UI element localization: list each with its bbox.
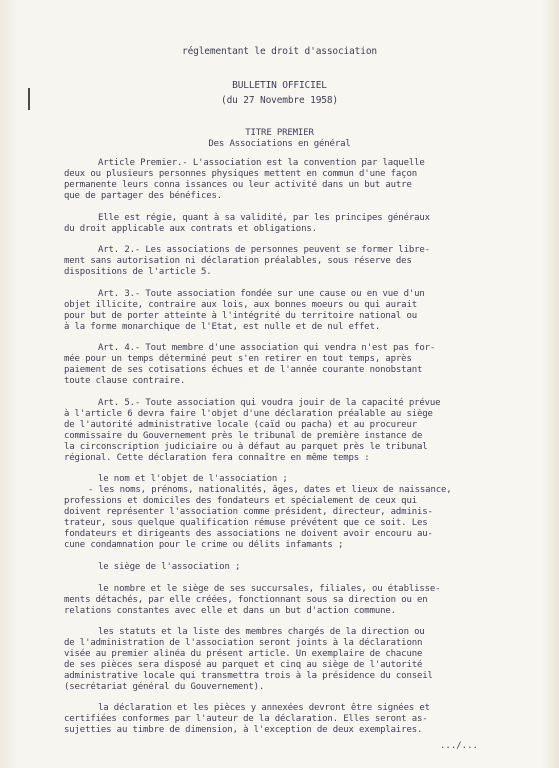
text-line: ment sans autorisation ni déclaration préalables, sous réserve des [64,256,412,266]
text-line: le nom et l'objet de l'association ; [98,474,288,484]
text-line: objet illicite, contraire aux lois, aux bonnes moeurs ou qui aurait [64,300,417,310]
text-line: le siège de l'association ; [98,562,241,572]
text-line: Art. 3.- Toute association fondée sur une cause ou en vue d'un [98,289,425,299]
text-line: de l'administration de l'association seront joints à la déclarationn [64,638,423,648]
text-line: ments détachés, par elle créées, fonctionnant sous sa direction ou en [64,595,428,605]
text-line: toute clause contraire. [64,376,186,386]
text-line: permanente leurs conna issances ou leur activité dans un but autre [64,180,412,190]
bulletin-date: (du 27 Novembre 1958) [221,95,338,106]
text-line: (secrétariat général du Gouvernement). [64,682,265,692]
text-line: Art. 4.- Tout membre d'une association qui vendra n'est pas for- [98,343,436,353]
text-line: de ses pièces sera disposé au parquet et cinq au siège de l'autorité [64,660,423,670]
text-line: sujetties au timbre de dimension, à l'exception de deux exemplaires. [64,725,423,735]
text-line: mée pour un temps déterminé peut s'en retirer en tout temps, après [64,354,412,364]
text-line: trateur, sous quelque qualification rémuse prévétent que ce soit. Les [64,518,428,528]
text-line: commissaire du Gouvernement près le tribunal de première instance de [64,431,423,441]
text-line: fondateurs et dirigeants des associations ne doivent avoir encouru au- [64,529,433,539]
text-line: le nombre et le siège de ses succursales, filiales, ou établisse- [98,584,441,594]
titre-subheading: Des Associations en général [208,139,351,149]
bulletin-title: BULLETIN OFFICIEL [232,80,327,91]
continuation-marker: .../... [440,741,478,751]
text-line: - les noms, prénoms, nationalités, âges, dates et lieux de naissance, [88,485,452,495]
text-line: du droit applicable aux contrats et obligations. [64,224,317,234]
running-title: réglementant le droit d'association [182,46,377,57]
text-line: Article Premier.- L'association est la convention par laquelle [98,158,425,168]
text-line: relations constantes avec elle et dans un but d'action commune. [64,606,396,616]
text-line: les statuts et la liste des membres chargés de la direction ou [98,627,425,637]
text-line: Art. 2.- Les associations de personnes peuvent se former libre- [98,245,430,255]
text-line: dispositions de l'article 5. [64,267,212,277]
text-line: régional. Cette déclaration fera connaître en même temps : [64,453,370,463]
titre-heading: TITRE PREMIER [245,128,314,138]
text-line: visée au premier alinéa du présent article. Un exemplaire de chacune [64,649,423,659]
text-line: à la forme monarchique de l'Etat, est nulle et de nul effet. [64,322,381,332]
text-line: la circonscription judiciaire ou à défaut au parquet près le tribunal [64,442,428,452]
text-line: professions et domiciles des fondateurs et spécialement de ceux qui [64,496,417,506]
text-line: à l'article 6 devra faire l'objet d'une déclaration préalable au siège [64,409,433,419]
text-line: de l'autorité administrative locale (caïd ou pacha) et au procureur [64,420,417,430]
text-line: Art. 5.- Toute association qui voudra jouir de la capacité prévue [98,398,441,408]
text-line: Elle est régie, quant à sa validité, par les principes généraux [98,213,430,223]
text-line: pour but de porter atteinte à l'intégrité du territoire national ou [64,311,417,321]
text-line: que de partager des bénéfices. [64,191,223,201]
text-line: certifiées conformes par l'auteur de la déclaration. Elles seront as- [64,714,428,724]
text-line: paiement de ses cotisations échues et de l'année courante nonobstant [64,365,423,375]
text-line: deux ou plusieurs personnes physiques mettent en commun d'une façon [64,169,417,179]
text-line: cune condamnation pour le crime ou délits infamants ; [64,540,344,550]
text-line: administrative locale qui transmettra trois à la présidence du conseil [64,671,433,681]
text-line: la déclaration et les pièces y annexées devront être signées et [98,703,430,713]
text-line: doivent représenter l'association comme président, directeur, adminis- [64,507,433,517]
